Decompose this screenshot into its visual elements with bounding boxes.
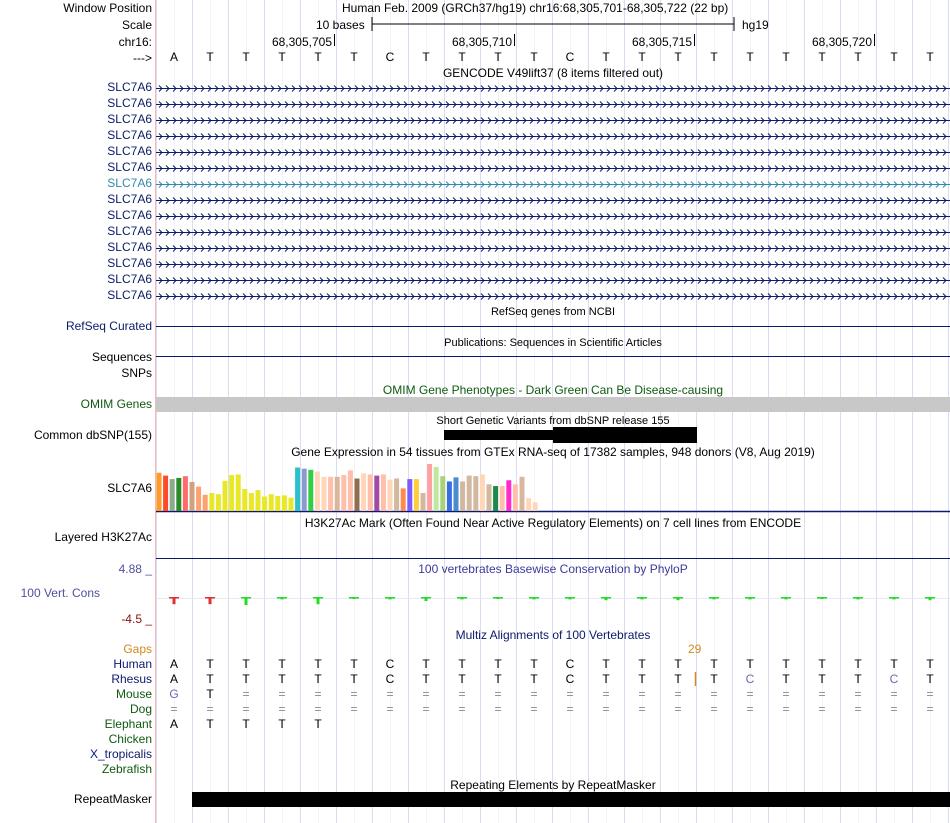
alignment-base: T <box>854 672 862 686</box>
species-label[interactable]: Dog <box>129 702 152 716</box>
alignment-base: = <box>206 702 214 716</box>
alignment-base: = <box>710 687 718 701</box>
alignment-base: T <box>674 672 682 686</box>
alignment-base: T <box>602 672 610 686</box>
alignment-base: = <box>350 702 358 716</box>
alignment-base: T <box>206 717 214 731</box>
window-position-label: Window Position <box>63 1 152 15</box>
gencode-transcript-label[interactable]: SLC7A6 <box>107 256 152 270</box>
alignment-base: = <box>674 702 682 716</box>
alignment-base: = <box>458 702 466 716</box>
alignment-base: = <box>710 702 718 716</box>
gencode-transcript-label[interactable]: SLC7A6 <box>107 112 152 126</box>
coordinate-label: 68,305,705 <box>271 35 332 49</box>
alignment-base: T <box>710 672 718 686</box>
alignment-base: T <box>710 657 718 671</box>
alignment-base: = <box>746 702 754 716</box>
gaps-count: 29 <box>688 642 702 656</box>
gaps-label: Gaps <box>123 642 152 656</box>
alignment-base: = <box>386 702 394 716</box>
alignment-base: T <box>278 657 286 671</box>
refseq-track-label[interactable]: RefSeq Curated <box>65 319 152 333</box>
sequence-base: T <box>458 50 466 64</box>
alignment-base: = <box>926 702 934 716</box>
gencode-transcript-label[interactable]: SLC7A6 <box>107 288 152 302</box>
alignment-base: T <box>458 672 466 686</box>
alignment-base: = <box>494 687 502 701</box>
coordinate-label: 68,305,715 <box>631 35 692 49</box>
gtex-track-label[interactable]: SLC7A6 <box>107 481 152 495</box>
h3k27ac-track-label[interactable]: Layered H3K27Ac <box>54 530 152 544</box>
alignment-base: = <box>530 687 538 701</box>
gencode-transcript-label[interactable]: SLC7A6 <box>107 144 152 158</box>
alignment-base: = <box>566 687 574 701</box>
dbsnp-track-title: Short Genetic Variants from dbSNP release 155 <box>436 415 670 427</box>
alignment-base: C <box>565 672 575 686</box>
sequence-base: T <box>854 50 862 64</box>
alignment-base: = <box>494 702 502 716</box>
alignment-base: = <box>638 687 646 701</box>
alignment-base: A <box>169 657 178 671</box>
alignment-base: = <box>602 687 610 701</box>
alignment-base: C <box>889 672 899 686</box>
alignment-base: T <box>818 672 826 686</box>
alignment-base: A <box>169 672 178 686</box>
sequence-base: T <box>242 50 250 64</box>
species-label[interactable]: Zebrafish <box>101 762 152 776</box>
sequence-base: T <box>530 50 538 64</box>
strand-label: ---> <box>133 51 152 65</box>
alignment-base: = <box>314 687 322 701</box>
sequence-base: C <box>385 50 395 64</box>
alignment-base: = <box>422 687 430 701</box>
gtex-track-title: Gene Expression in 54 tissues from GTEx RNA-seq of 17382 samples, 948 donors (V8, Aug 2019) <box>291 445 815 459</box>
alignment-base: T <box>314 717 322 731</box>
omim-track-title: OMIM Gene Phenotypes - Dark Green Can Be Disease-causing <box>382 383 724 397</box>
alignment-base: = <box>278 687 286 701</box>
gencode-transcript-label[interactable]: SLC7A6 <box>107 176 152 190</box>
sequence-base: T <box>890 50 898 64</box>
species-label[interactable]: Mouse <box>115 687 152 701</box>
alignment-base: = <box>890 687 898 701</box>
alignment-base: T <box>314 657 322 671</box>
sequence-base: T <box>926 50 934 64</box>
alignment-base: = <box>530 702 538 716</box>
alignment-base: = <box>926 687 934 701</box>
alignment-base: = <box>674 687 682 701</box>
sequence-base: T <box>746 50 754 64</box>
publications-track-title: Publications: Sequences in Scientific Articles <box>444 337 662 349</box>
gencode-transcript-label[interactable]: SLC7A6 <box>107 208 152 222</box>
alignment-base: = <box>818 687 826 701</box>
sequence-base: T <box>818 50 826 64</box>
alignment-base: = <box>854 687 862 701</box>
alignment-base: = <box>422 702 430 716</box>
gap-marker <box>156 0 950 690</box>
sequence-base: A <box>169 50 178 64</box>
alignment-base: = <box>854 702 862 716</box>
alignment-base: = <box>314 702 322 716</box>
alignment-base: T <box>638 657 646 671</box>
gencode-track-title: GENCODE V49lift37 (8 items filtered out) <box>442 66 664 80</box>
alignment-base: T <box>602 657 610 671</box>
gencode-transcript-label[interactable]: SLC7A6 <box>107 128 152 142</box>
assembly-label: hg19 <box>742 18 769 32</box>
omim-track-label[interactable]: OMIM Genes <box>80 397 152 411</box>
sequence-base: T <box>674 50 682 64</box>
alignment-base: C <box>385 657 395 671</box>
gencode-transcript-label[interactable]: SLC7A6 <box>107 96 152 110</box>
alignment-base: = <box>602 702 610 716</box>
alignment-base: T <box>530 657 538 671</box>
gencode-transcript-label[interactable]: SLC7A6 <box>107 192 152 206</box>
h3k27ac-track-title: H3K27Ac Mark (Often Found Near Active Regulatory Elements) on 7 cell lines from ENCODE <box>304 516 802 530</box>
alignment-base: T <box>746 657 754 671</box>
alignment-base: C <box>385 672 395 686</box>
alignment-base: T <box>458 657 466 671</box>
alignment-base: A <box>169 717 178 731</box>
species-label[interactable]: Chicken <box>108 732 152 746</box>
sequence-base: T <box>278 50 286 64</box>
gencode-transcript-label[interactable]: SLC7A6 <box>107 240 152 254</box>
sequence-base: T <box>638 50 646 64</box>
alignment-base: T <box>854 657 862 671</box>
alignment-base: G <box>169 687 179 701</box>
multiz-track-title: Multiz Alignments of 100 Vertebrates <box>455 628 651 642</box>
alignment-base: T <box>206 672 214 686</box>
repeatmasker-track-title: Repeating Elements by RepeatMasker <box>450 778 656 792</box>
alignment-base: T <box>278 717 286 731</box>
alignment-base: T <box>278 672 286 686</box>
chrom-label: chr16: <box>118 35 152 49</box>
sequences-track-label[interactable]: Sequences <box>91 350 152 364</box>
phylop-track-title: 100 vertebrates Basewise Conservation by PhyloP <box>418 562 688 576</box>
gencode-transcript-label[interactable]: SLC7A6 <box>107 160 152 174</box>
alignment-base: = <box>386 687 394 701</box>
alignment-base: C <box>565 657 575 671</box>
alignment-base: C <box>745 672 755 686</box>
species-label[interactable]: Rhesus <box>111 672 152 686</box>
alignment-base: = <box>638 702 646 716</box>
alignment-base: T <box>926 672 934 686</box>
alignment-base: = <box>746 687 754 701</box>
alignment-base: T <box>782 657 790 671</box>
alignment-base: = <box>278 702 286 716</box>
phylop-max-label: 4.88 _ <box>118 562 152 576</box>
repeatmasker-track-label[interactable]: RepeatMasker <box>73 792 152 806</box>
track-image[interactable] <box>156 0 950 823</box>
sequence-base: T <box>314 50 322 64</box>
species-label[interactable]: Human <box>113 657 152 671</box>
sequence-base: T <box>710 50 718 64</box>
sequence-base: T <box>422 50 430 64</box>
alignment-base: T <box>206 687 214 701</box>
alignment-base: T <box>350 672 358 686</box>
alignment-base: T <box>242 717 250 731</box>
alignment-base: = <box>818 702 826 716</box>
alignment-base: = <box>350 687 358 701</box>
alignment-base: T <box>494 672 502 686</box>
position-text: Human Feb. 2009 (GRCh37/hg19) chr16:68,305,701-68,305,722 (22 bp) <box>342 1 729 15</box>
snps-track-label[interactable]: SNPs <box>121 366 152 380</box>
phylop-min-label: -4.5 _ <box>121 612 152 626</box>
refseq-track-title: RefSeq genes from NCBI <box>490 306 616 318</box>
alignment-base: T <box>206 657 214 671</box>
alignment-base: T <box>890 657 898 671</box>
sequence-base: T <box>782 50 790 64</box>
track-label-column <box>0 0 155 823</box>
alignment-base: T <box>818 657 826 671</box>
scale-text: 10 bases <box>316 18 365 32</box>
alignment-base: T <box>314 672 322 686</box>
alignment-base: = <box>566 702 574 716</box>
alignment-base: T <box>782 672 790 686</box>
sequence-base: T <box>206 50 214 64</box>
alignment-base: = <box>242 702 250 716</box>
gencode-transcript-label[interactable]: SLC7A6 <box>107 272 152 286</box>
coordinate-label: 68,305,720 <box>811 35 872 49</box>
alignment-base: T <box>422 657 430 671</box>
alignment-base: T <box>350 657 358 671</box>
scale-label: Scale <box>121 18 152 32</box>
species-label[interactable]: X_tropicalis <box>89 747 152 761</box>
dbsnp-track-label[interactable]: Common dbSNP(155) <box>33 428 152 442</box>
gencode-transcript-label[interactable]: SLC7A6 <box>107 224 152 238</box>
alignment-base: = <box>170 702 178 716</box>
sequence-base: T <box>494 50 502 64</box>
alignment-base: T <box>494 657 502 671</box>
alignment-base: T <box>638 672 646 686</box>
alignment-base: = <box>890 702 898 716</box>
coordinate-label: 68,305,710 <box>451 35 512 49</box>
alignment-base: = <box>242 687 250 701</box>
gencode-transcript-label[interactable]: SLC7A6 <box>107 80 152 94</box>
alignment-base: T <box>242 672 250 686</box>
alignment-base: = <box>458 687 466 701</box>
sequence-base: T <box>350 50 358 64</box>
phylop-track-label[interactable]: 100 Vert. Cons <box>20 586 100 600</box>
sequence-base: T <box>602 50 610 64</box>
alignment-base: T <box>242 657 250 671</box>
alignment-base: T <box>422 672 430 686</box>
alignment-base: = <box>782 687 790 701</box>
alignment-base: T <box>530 672 538 686</box>
alignment-base: = <box>782 702 790 716</box>
alignment-base: T <box>926 657 934 671</box>
repeatmasker-feature[interactable] <box>192 792 950 807</box>
species-label[interactable]: Elephant <box>104 717 152 731</box>
alignment-base: T <box>674 657 682 671</box>
sequence-base: C <box>565 50 575 64</box>
